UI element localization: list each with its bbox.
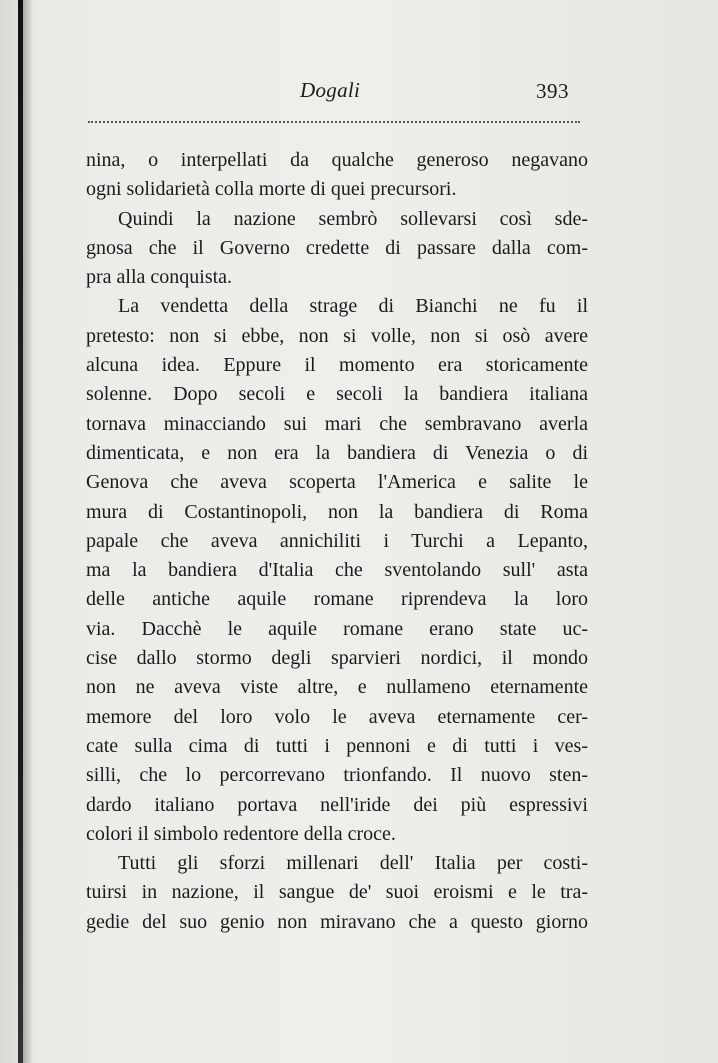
text-line: dimenticata, e non era la bandiera di Venezia o di xyxy=(86,441,588,464)
text-line: silli, che lo percorrevano trionfando. Il nuovo sten- xyxy=(86,764,588,787)
text-line: gedie del suo genio non miravano che a questo giorno xyxy=(86,910,588,933)
text-line: Genova che aveva scoperta l'America e salite le xyxy=(86,471,588,494)
text-line: solenne. Dopo secoli e secoli la bandiera italiana xyxy=(86,383,588,406)
running-title: Dogali xyxy=(300,78,361,102)
text-line: via. Dacchè le aquile romane erano state uc- xyxy=(86,617,588,640)
text-line: alcuna idea. Eppure il momento era storicamente xyxy=(86,354,588,377)
text-line: colori il simbolo redentore della croce. xyxy=(86,822,396,845)
text-line: mura di Costantinopoli, non la bandiera di Roma xyxy=(86,500,588,523)
binding-shadow xyxy=(23,0,33,1063)
text-line: tornava minacciando sui mari che sembravano averla xyxy=(86,412,588,435)
text-line: pretesto: non si ebbe, non si volle, non si osò avere xyxy=(86,324,588,347)
text-line: nina, o interpellati da qualche generoso negavano xyxy=(86,149,588,171)
text-line: pra alla conquista. xyxy=(86,266,233,289)
text-line: tuirsi in nazione, il sangue de' suoi eroismi e le tra- xyxy=(86,881,588,904)
text-line: Tutti gli sforzi millenari dell' Italia per costi- xyxy=(118,852,588,875)
body-text xyxy=(86,146,588,937)
text-line: delle antiche aquile romane riprendeva la loro xyxy=(86,588,588,611)
text-line: non ne aveva viste altre, e nullameno eternamente xyxy=(86,676,588,699)
text-line: dardo italiano portava nell'iride dei più espressivi xyxy=(86,793,588,816)
text-line: memore del loro volo le aveva eternamente cer- xyxy=(86,705,588,728)
header-dotted-rule xyxy=(88,121,580,123)
text-line: cise dallo stormo degli sparvieri nordici, il mondo xyxy=(86,647,588,670)
text-line: papale che aveva annichiliti i Turchi a Lepanto, xyxy=(86,529,588,552)
text-line: La vendetta della strage di Bianchi ne fu il xyxy=(118,295,588,318)
text-line: Quindi la nazione sembrò sollevarsi così sde- xyxy=(118,207,588,230)
text-line: gnosa che il Governo credette di passare dalla com- xyxy=(86,236,588,259)
page-number: 393 xyxy=(536,79,569,103)
text-line: ma la bandiera d'Italia che sventolando sull' asta xyxy=(86,559,588,582)
text-line: ogni solidarietà colla morte di quei precursori. xyxy=(86,178,457,201)
text-line: cate sulla cima di tutti i pennoni e di tutti i ves- xyxy=(86,734,588,757)
